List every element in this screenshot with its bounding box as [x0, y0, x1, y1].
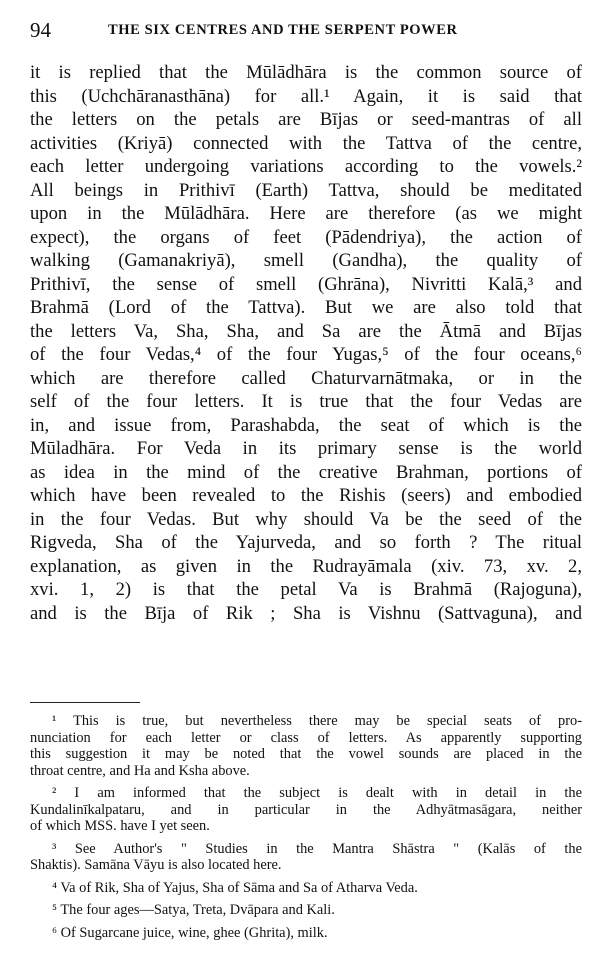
body-line: this (Uchchāranasthāna) for all.¹ Again, it is said that [30, 85, 582, 107]
body-line: of the four Vedas,⁴ of the four Yugas,⁵ of the four oceans,⁶ [30, 344, 582, 365]
footnote-4 [30, 880, 582, 897]
footnote-6 [30, 925, 582, 942]
body-line: xvi. 1, 2) is that the petal Va is Brahmā (Rajoguna), [30, 579, 582, 600]
footnote-line: Shaktis). Samāna Vāyu is also located here. [30, 857, 282, 873]
body-line: and is the Bīja of Rik ; Sha is Vishnu (Sattvaguna), and [30, 602, 582, 624]
footnote-line: ³ See Author's " Studies in the Mantra Shāstra " (Kalās of the [52, 840, 582, 857]
body-line: which have been revealed to the Rishis (seers) and embodied [30, 485, 582, 506]
footnote-line: Kundalinīkalpataru, and in particular in the Adhyātmasāgara, neither [30, 801, 582, 818]
body-line: Prithivī, the sense of smell (Ghrāna), Nivritti Kalā,³ and [30, 273, 582, 295]
body-line: explanation, as given in the Rudrayāmala (xiv. 73, xv. 2, [30, 555, 582, 577]
footnote-rule [30, 702, 140, 703]
footnote-line: ⁵ The four ages—Satya, Treta, Dvāpara and Kali. [52, 902, 335, 918]
footnote-line: ¹ This is true, but nevertheless there may be special seats of pro- [52, 713, 582, 729]
body-line: in the four Vedas. But why should Va be the seed of the [30, 508, 582, 530]
body-line: Mūladhāra. For Veda in its primary sense is the world [30, 438, 582, 459]
body-line: expect), the organs of feet (Pādendriya), the action of [30, 226, 582, 248]
body-line: All beings in Prithivī (Earth) Tattva, should be meditated [30, 179, 582, 201]
body-line: the letters Va, Sha, Sha, and Sa are the Ātmā and Bījas [30, 320, 582, 342]
footnote-line: of which MSS. have I yet seen. [30, 818, 210, 834]
footnote-line: ² I am informed that the subject is dealt with in detail in the [52, 785, 582, 801]
body-line: Brahmā (Lord of the Tattva). But we are also told that [30, 297, 582, 318]
body-line: each letter undergoing variations according to the vowels.² [30, 156, 582, 177]
page-header [30, 18, 580, 44]
footnote-1 [30, 713, 582, 779]
body-line: the letters on the petals are Bījas or seed-mantras of all [30, 109, 582, 130]
footnote-5 [30, 902, 582, 919]
body-line: in, and issue from, Parashabda, the seat of which is the [30, 414, 582, 436]
footnotes [30, 713, 582, 941]
footnote-line: ⁴ Va of Rik, Sha of Yajus, Sha of Sāma and Sa of Atharva Veda. [52, 879, 418, 896]
footnote-line: nunciation for each letter or class of letters. As apparently supporting [30, 729, 582, 746]
running-title: THE SIX CENTRES AND THE SERPENT POWER [108, 22, 458, 38]
footnote-3 [30, 841, 582, 874]
body-line: self of the four letters. It is true that the four Vedas are [30, 391, 582, 412]
body-line: upon in the Mūlādhāra. Here are therefore (as we might [30, 203, 582, 224]
body-line: which are therefore called Chaturvarnātmaka, or in the [30, 367, 582, 389]
body-line: Rigveda, Sha of the Yajurveda, and so forth ? The ritual [30, 532, 582, 553]
body-line: as idea in the mind of the creative Brahman, portions of [30, 461, 582, 483]
footnote-line: this suggestion it may be noted that the vowel sounds are placed in the [30, 746, 582, 762]
body-line: walking (Gamanakriyā), smell (Gandha), the quality of [30, 250, 582, 271]
page-number: 94 [30, 18, 51, 42]
footnote-line: ⁶ Of Sugarcane juice, wine, ghee (Ghrita), milk. [52, 924, 328, 941]
body-line: it is replied that the Mūlādhāra is the common source of [30, 62, 582, 83]
footnote-line: throat centre, and Ha and Ksha above. [30, 762, 250, 779]
body-line: activities (Kriyā) connected with the Tattva of the centre, [30, 132, 582, 154]
body-text [30, 61, 582, 625]
footnote-2 [30, 785, 582, 835]
